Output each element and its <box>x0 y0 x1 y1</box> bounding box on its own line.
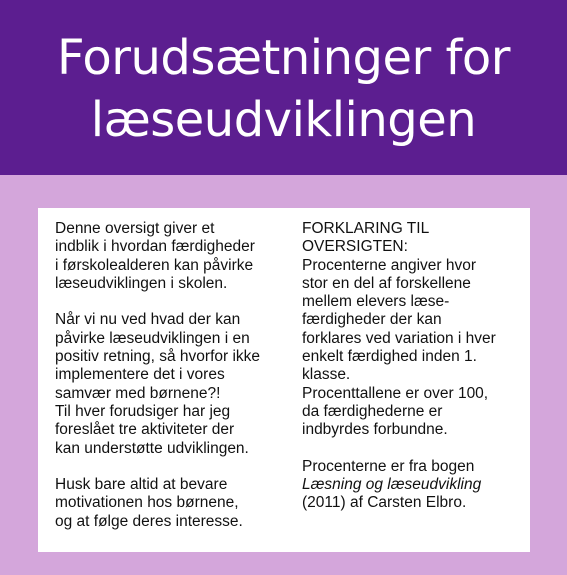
paragraph-gap <box>302 440 517 458</box>
text-line: Til hver forudsiger har jeg <box>55 402 231 420</box>
text-line: forklares ved variation i hver <box>302 329 496 347</box>
purpose-paragraph <box>55 311 277 457</box>
text-line: og at følge deres interesse. <box>55 512 243 530</box>
intro-paragraph <box>55 220 277 293</box>
text-line: FORKLARING TIL <box>302 220 430 237</box>
text-line: stor en del af forskellene <box>302 274 471 292</box>
content-card <box>38 208 530 552</box>
text-line: Procenttallene er over 100, <box>302 384 489 402</box>
paragraph-gap <box>55 293 277 311</box>
text-line: påvirke læseudviklingen i en <box>55 329 250 347</box>
text-line: indbyrdes forbundne. <box>302 421 448 439</box>
text-line: implementere det i vores <box>55 366 225 384</box>
text-line: i førskolealderen kan påvirke <box>55 256 254 274</box>
text-line: Når vi nu ved hvad der kan <box>55 311 241 329</box>
source-paragraph <box>302 458 517 513</box>
text-line: motivationen hos børnene, <box>55 494 239 512</box>
text-line: samvær med børnene?! <box>55 384 221 402</box>
header-banner <box>0 0 567 175</box>
text-line: indblik i hvordan færdigheder <box>55 238 255 256</box>
paragraph-gap <box>55 458 277 476</box>
text-line: Denne oversigt giver et <box>55 220 215 237</box>
text-line: (2011) af Carsten Elbro. <box>302 494 467 512</box>
page-title-line-2: læseudviklingen <box>90 92 477 148</box>
text-line: færdigheder der kan <box>302 311 442 329</box>
explanation-column <box>302 220 517 513</box>
text-line: foreslået tre aktiviteter der <box>55 421 235 439</box>
text-line: Husk bare altid at bevare <box>55 476 228 494</box>
text-line: Procenterne er fra bogen <box>302 457 475 475</box>
text-line: kan understøtte udviklingen. <box>55 439 249 457</box>
page-title-line-1: Forudsætninger for <box>56 30 511 86</box>
text-line: positiv retning, så hvorfor ikke <box>55 348 261 366</box>
text-line: Procenterne angiver hvor <box>302 256 477 274</box>
text-line: klasse. <box>302 366 351 384</box>
text-line: mellem elevers læse- <box>302 293 450 311</box>
text-line: da færdighederne er <box>302 402 443 420</box>
intro-column <box>55 220 277 531</box>
text-line: OVERSIGTEN: <box>302 238 408 256</box>
reminder-paragraph <box>55 476 277 531</box>
text-line: læseudviklingen i skolen. <box>55 274 228 292</box>
explanation-paragraph <box>302 220 517 440</box>
text-line: enkelt færdighed inden 1. <box>302 348 477 366</box>
book-title: Læsning og læseudvikling <box>302 476 482 494</box>
